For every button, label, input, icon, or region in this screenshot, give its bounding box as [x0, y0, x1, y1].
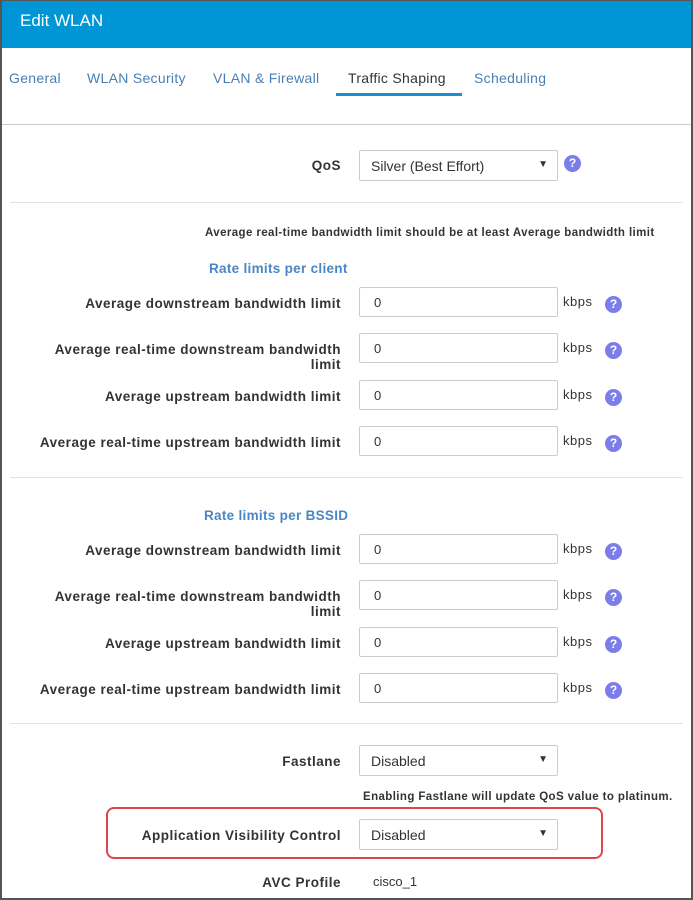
tab-general[interactable]: General [9, 70, 61, 86]
unit-label: kbps [563, 541, 593, 556]
rate-limit-input[interactable] [359, 534, 558, 564]
section-title-per-client: Rate limits per client [209, 261, 348, 276]
rate-limit-input[interactable] [359, 380, 558, 410]
help-icon[interactable]: ? [605, 589, 622, 606]
unit-label: kbps [563, 634, 593, 649]
rate-limit-input[interactable] [359, 580, 558, 610]
chevron-down-icon: ▼ [538, 159, 548, 170]
divider [10, 477, 683, 478]
fastlane-label: Fastlane [282, 754, 341, 769]
rate-limit-label: Average downstream bandwidth limit [85, 296, 341, 311]
unit-label: kbps [563, 340, 593, 355]
unit-label: kbps [563, 387, 593, 402]
dialog-title: Edit WLAN [20, 11, 104, 30]
qos-select[interactable] [359, 150, 558, 181]
help-icon[interactable]: ? [605, 342, 622, 359]
help-icon[interactable]: ? [605, 543, 622, 560]
avc-label: Application Visibility Control [141, 828, 341, 843]
fastlane-value: Disabled [371, 753, 426, 769]
help-icon[interactable]: ? [605, 636, 622, 653]
rate-limit-input[interactable] [359, 426, 558, 456]
divider [10, 202, 683, 203]
rate-limit-input[interactable] [359, 333, 558, 363]
help-icon[interactable]: ? [605, 682, 622, 699]
avc-profile-label: AVC Profile [262, 875, 341, 890]
rate-limit-label: Average downstream bandwidth limit [85, 543, 341, 558]
rate-limit-label: Average real-time downstream bandwidth limit [54, 342, 341, 372]
unit-label: kbps [563, 294, 593, 309]
rate-limit-input[interactable] [359, 673, 558, 703]
avc-profile-value: cisco_1 [373, 874, 418, 889]
unit-label: kbps [563, 680, 593, 695]
divider [10, 723, 683, 724]
rate-limit-input[interactable] [359, 627, 558, 657]
unit-label: kbps [563, 433, 593, 448]
section-title-per-bssid: Rate limits per BSSID [204, 508, 349, 523]
avc-value: Disabled [371, 827, 426, 843]
tab-scheduling[interactable]: Scheduling [474, 70, 547, 86]
help-icon[interactable]: ? [605, 389, 622, 406]
fastlane-select[interactable] [359, 745, 558, 776]
active-tab-indicator [336, 93, 462, 96]
avc-select[interactable] [359, 819, 558, 850]
rate-limit-input[interactable] [359, 287, 558, 317]
unit-label: kbps [563, 587, 593, 602]
fastlane-note: Enabling Fastlane will update QoS value to platinum. [363, 791, 673, 803]
help-icon[interactable]: ? [564, 155, 581, 172]
rate-limit-label: Average real-time upstream bandwidth limit [39, 435, 341, 450]
qos-value: Silver (Best Effort) [371, 158, 485, 174]
tab-traffic-shaping[interactable]: Traffic Shaping [348, 70, 446, 86]
rate-limit-label: Average upstream bandwidth limit [104, 636, 341, 651]
tab-vlan-firewall[interactable]: VLAN & Firewall [213, 70, 320, 86]
bandwidth-note: Average real-time bandwidth limit should be at least Average bandwidth limit [205, 227, 655, 239]
chevron-down-icon: ▼ [538, 828, 548, 839]
divider [2, 124, 691, 125]
qos-label: QoS [311, 158, 341, 173]
chevron-down-icon: ▼ [538, 754, 548, 765]
help-icon[interactable]: ? [605, 435, 622, 452]
help-icon[interactable]: ? [605, 296, 622, 313]
rate-limit-label: Average real-time downstream bandwidth limit [54, 589, 341, 619]
tab-wlan-security[interactable]: WLAN Security [87, 70, 186, 86]
rate-limit-label: Average upstream bandwidth limit [104, 389, 341, 404]
dialog-header [2, 1, 691, 48]
rate-limit-label: Average real-time upstream bandwidth limit [39, 682, 341, 697]
